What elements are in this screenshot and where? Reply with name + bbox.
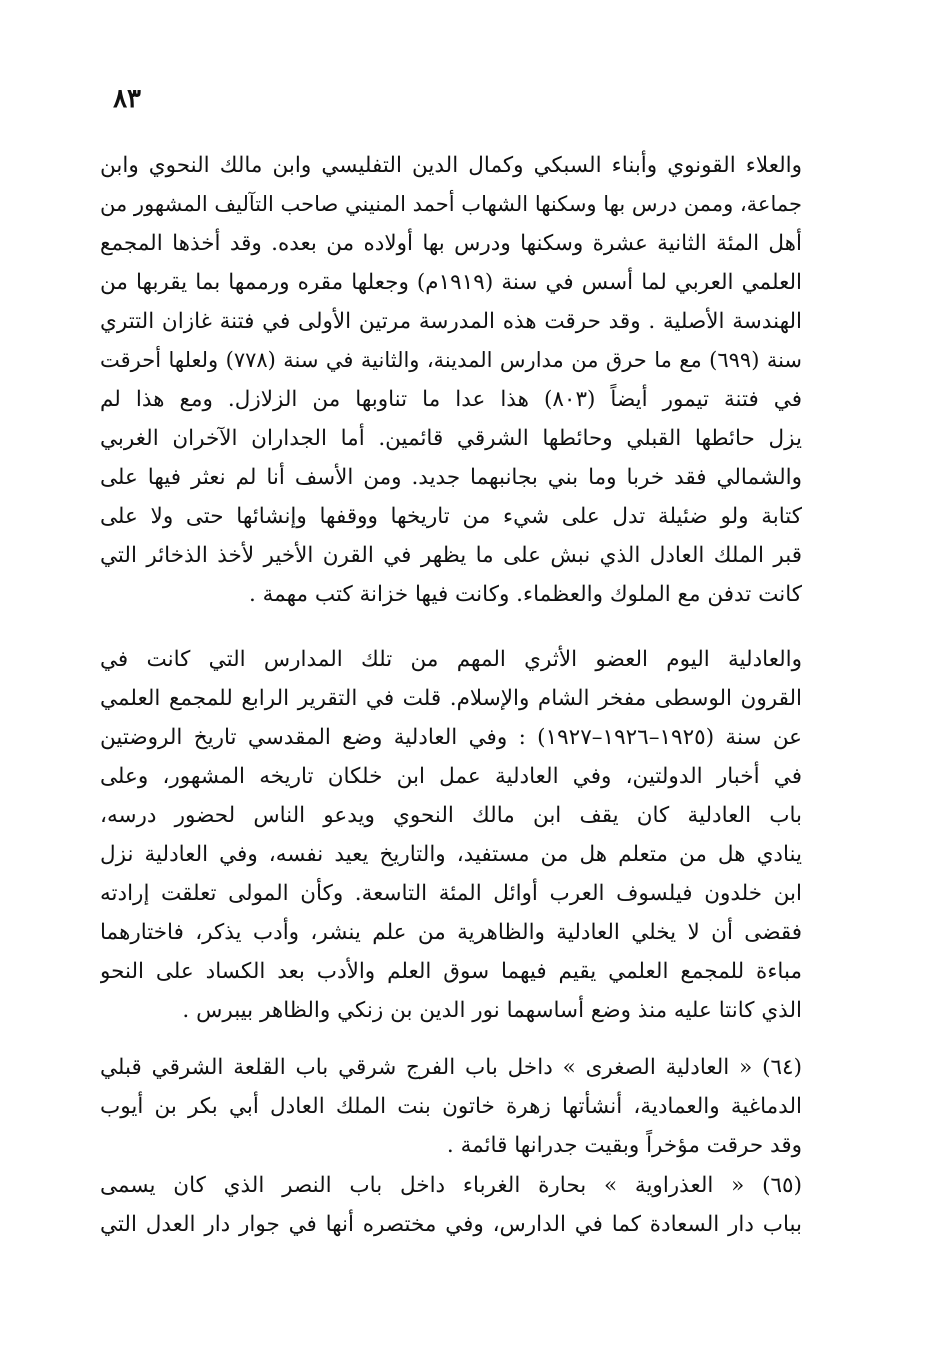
- text-line: قبر الملك العادل الذي نبش على ما يظهر في القرن الأخير لأخذ الذخائر التي: [100, 543, 802, 568]
- text-line: الهندسة الأصلية . وقد حرقت هذه المدرسة مرتين الأولى في فتنة غازان التتري: [100, 309, 802, 334]
- text-line: يزل حائطها القبلي وحائطها الشرقي قائمين. أما الجداران الآخران الغربي: [100, 426, 802, 451]
- text-line: الذي كانتا عليه منذ وضع أساسهما نور الدين بن زنكي والظاهر بيبرس .: [182, 998, 802, 1023]
- text-line: باب العادلية كان يقف ابن مالك النحوي ويدعو الناس لحضور درسه،: [100, 803, 802, 828]
- entry-65: [100, 1166, 802, 1244]
- text-line: مباءة للمجمع العلمي يقيم فيهما سوق العلم والأدب بعد الكساد على النحو: [100, 959, 802, 984]
- text-line: في فتنة تيمور أيضاً (٨٠٣) هذا عدا ما تناوبها من الزلازل. ومع هذا لم: [100, 387, 802, 412]
- text-line: ابن خلدون فيلسوف العرب أوائل المئة التاسعة. وكأن المولى تعلقت إرادته: [100, 881, 802, 906]
- text-line: العلمي العربي لما أسس في سنة (١٩١٩م) وجعلها مقره ورممها بما يقربها من: [100, 270, 802, 295]
- text-line: عن سنة (١٩٢٥–١٩٢٦–١٩٢٧) : وفي العادلية وضع المقدسي تاريخ الروضتين: [100, 725, 802, 750]
- text-line: كانت تدفن مع الملوك والعظماء. وكانت فيها خزانة كتب مهمة .: [248, 582, 802, 607]
- text-line: القرون الوسطى مفخر الشام والإسلام. قلت في التقرير الرابع للمجمع العلمي: [100, 686, 802, 711]
- text-line: فقضى أن لا يخلي العادلية والظاهرية من علم ينشر، وأدب يذكر، فاختارهما: [100, 920, 802, 945]
- text-line: والعلاء القونوي وأبناء السبكي وكمال الدين التفليسي وابن مالك النحوي وابن: [100, 153, 802, 178]
- page-number: ٨٣: [113, 84, 141, 114]
- text-line: وقد حرقت مؤخراً وبقيت جدرانها قائمة .: [446, 1133, 802, 1158]
- text-line: (٦٤) « العادلية الصغرى » داخل باب الفرج شرقي باب القلعة الشرقي قبلي: [100, 1055, 802, 1080]
- text-line: جماعة، وممن درس بها وسكنها الشهاب أحمد المنيني صاحب التآليف المشهور من: [100, 192, 802, 216]
- text-line: كتابة ولو ضئيلة تدل على شيء من تاريخها ووقفها وإنشائها حتى ولا على: [100, 504, 802, 529]
- text-line: أهل المئة الثانية عشرة وسكنها ودرس بها أولاده من بعده. وقد أخذها المجمع: [100, 231, 802, 256]
- entry-64: [100, 1048, 802, 1165]
- text-line: ينادي هل من متعلم هل من مستفيد، والتاريخ يعيد نفسه، وفي العادلية نزل: [100, 842, 802, 867]
- text-line: سنة (٦٩٩) مع ما حرق من مدارس المدينة، والثانية في سنة (٧٧٨) ولعلها أحرقت: [100, 348, 802, 372]
- text-line: الدماغية والعمادية، أنشأتها زهرة خاتون بنت الملك العادل أبي بكر بن أيوب: [100, 1094, 802, 1119]
- text-line: في أخبار الدولتين، وفي العادلية عمل ابن خلكان تاريخه المشهور، وعلى: [100, 764, 802, 789]
- text-line: والعادلية اليوم العضو الأثري المهم من تلك المدارس التي كانت في: [100, 647, 802, 672]
- text-line: والشمالي فقد خربا وما بني بجانبهما جديد. ومن الأسف أنا لم نعثر فيها على: [100, 465, 802, 490]
- text-line: بباب دار السعادة كما في الدارس، وفي مختصره أنها في جوار دار العدل التي: [100, 1212, 802, 1237]
- paragraph-1: [100, 146, 802, 614]
- paragraph-2: [100, 640, 802, 1030]
- text-line: (٦٥) « العذراوية » بحارة الغرباء داخل باب النصر الذي كان يسمى: [100, 1173, 802, 1198]
